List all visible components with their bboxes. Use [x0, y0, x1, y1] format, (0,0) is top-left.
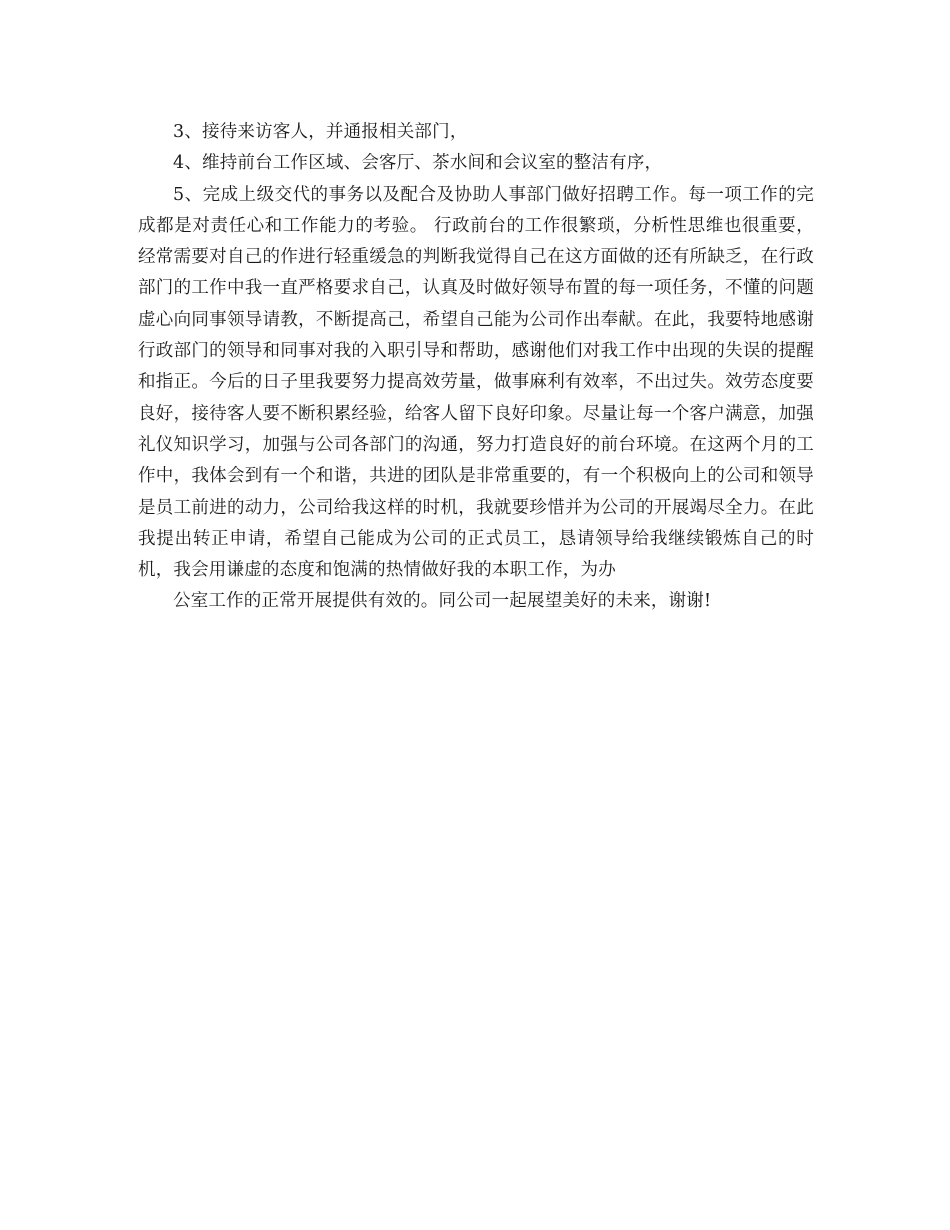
paragraph-item-5: 5、完成上级交代的事务以及配合及协助人事部门做好招聘工作。每一项工作的完成都是对责任心和工作能力的考验。 行政前台的工作很繁琐，分析性思维也很重要，经常需要对自己的作进行轻重缓急的判断我觉得自己在这方面做的还有所缺乏，在行政部门的工作中我一直严格要求自己，认真及时做好领导布置的每一项任务，不懂的问题虚心向同事领导请教，不断提高己，希望自己能为公司作出奉献。在此，我要特地感谢行政部门的领导和同事对我的入职引导和帮助，感谢他们对我工作中出现的失误的提醒和指正。今后的日子里我要努力提高效劳量，做事麻利有效率，不出过失。效劳态度要良好，接待客人要不断积累经验，给客人留下良好印象。尽量让每一个客户满意，加强礼仪知识学习，加强与公司各部门的沟通，努力打造良好的前台环境。在这两个月的工作中，我体会到有一个和谐，共进的团队是非常重要的，有一个积极向上的公司和领导是员工前进的动力，公司给我这样的时机，我就要珍惜并为公司的开展竭尽全力。在此我提出转正申请，希望自己能成为公司的正式员工，恳请领导给我继续锻炼自己的时机，我会用谦虚的态度和饱满的热情做好我的本职工作，为办 — [138, 184, 814, 581]
document-body — [138, 117, 814, 618]
paragraph-item-4: 4、维持前台工作区域、会客厅、茶水间和会议室的整洁有序， — [173, 153, 663, 174]
paragraph-item-3: 3、接待来访客人，并通报相关部门， — [173, 122, 468, 142]
paragraph-closing: 公室工作的正常开展提供有效的。同公司一起展望美好的未来，谢谢! — [173, 591, 712, 612]
